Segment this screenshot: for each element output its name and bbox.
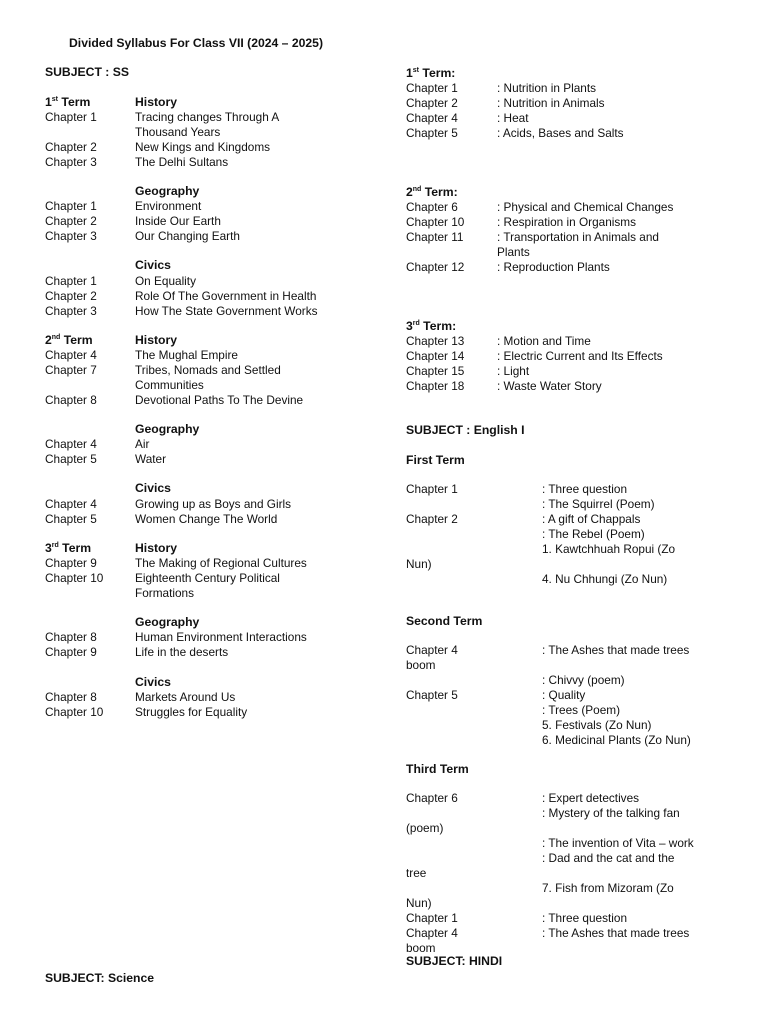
chapter-number: Nun) xyxy=(406,896,432,910)
ss-term3-label: 3rd Term xyxy=(45,541,92,555)
chapter-number: Chapter 9 xyxy=(45,645,97,659)
chapter-number: Chapter 5 xyxy=(406,688,458,702)
chapter-number: boom xyxy=(406,941,436,955)
chapter-title: : Three question xyxy=(542,482,628,496)
chapter-title: : Heat xyxy=(497,111,529,125)
chapter-title: 6. Medicinal Plants (Zo Nun) xyxy=(542,733,691,747)
chapter-title: Eighteenth Century Political xyxy=(135,571,280,585)
chapter-title: Women Change The World xyxy=(135,512,278,526)
chapter-number: Chapter 9 xyxy=(45,556,97,570)
chapter-title: Markets Around Us xyxy=(135,690,236,704)
chapter-title: Struggles for Equality xyxy=(135,705,248,719)
chapter-number: Nun) xyxy=(406,557,432,571)
ss-term2-history-heading: History xyxy=(135,333,177,347)
chapter-title: : The Ashes that made trees xyxy=(542,643,690,657)
chapter-number: Chapter 6 xyxy=(406,200,458,214)
chapter-title: : Mystery of the talking fan xyxy=(542,806,680,820)
chapter-title: Inside Our Earth xyxy=(135,214,221,228)
chapter-number: Chapter 2 xyxy=(406,512,458,526)
chapter-number: Chapter 14 xyxy=(406,349,465,363)
chapter-title: : A gift of Chappals xyxy=(542,512,641,526)
chapter-number: Chapter 6 xyxy=(406,791,458,805)
chapter-title: Thousand Years xyxy=(135,125,221,139)
ss-term3-history-heading: History xyxy=(135,541,177,555)
chapter-number: Chapter 5 xyxy=(45,452,97,466)
chapter-title: Environment xyxy=(135,199,202,213)
chapter-title: Water xyxy=(135,452,167,466)
chapter-title: Devotional Paths To The Devine xyxy=(135,393,304,407)
chapter-title: The Delhi Sultans xyxy=(135,155,229,169)
chapter-title: : Motion and Time xyxy=(497,334,591,348)
chapter-number: Chapter 10 xyxy=(45,571,104,585)
chapter-title: On Equality xyxy=(135,274,196,288)
chapter-number: Chapter 5 xyxy=(406,126,458,140)
english-second-term-heading: Second Term xyxy=(406,614,483,628)
chapter-number: (poem) xyxy=(406,821,444,835)
chapter-number: Chapter 4 xyxy=(406,643,458,657)
chapter-number: Chapter 1 xyxy=(406,482,458,496)
chapter-title: : Nutrition in Plants xyxy=(497,81,597,95)
ss-term1-label: 1st Term xyxy=(45,95,91,109)
chapter-number: Chapter 8 xyxy=(45,393,97,407)
chapter-number: Chapter 18 xyxy=(406,379,465,393)
chapter-number: Chapter 5 xyxy=(45,512,97,526)
chapter-title: 1. Kawtchhuah Ropui (Zo xyxy=(542,542,676,556)
chapter-title: : Quality xyxy=(542,688,586,702)
document-title: Divided Syllabus For Class VII (2024 – 2025) xyxy=(69,36,324,50)
ss-term1-history-heading: History xyxy=(135,95,177,109)
chapter-title: : Physical and Chemical Changes xyxy=(497,200,674,214)
chapter-title: Tribes, Nomads and Settled xyxy=(135,363,281,377)
chapter-number: Chapter 3 xyxy=(45,155,97,169)
chapter-number: Chapter 8 xyxy=(45,630,97,644)
chapter-number: Chapter 8 xyxy=(45,690,97,704)
chapter-title: : Waste Water Story xyxy=(497,379,602,393)
chapter-title: Life in the deserts xyxy=(135,645,229,659)
chapter-title: Our Changing Earth xyxy=(135,229,240,243)
chapter-title: : The invention of Vita – work xyxy=(542,836,694,850)
ss-subject-heading: SUBJECT : SS xyxy=(45,65,129,79)
chapter-title: Human Environment Interactions xyxy=(135,630,307,644)
ss-term3-civics-heading: Civics xyxy=(135,675,171,689)
chapter-title: : Chivvy (poem) xyxy=(542,673,625,687)
chapter-title: : Three question xyxy=(542,911,628,925)
chapter-title: : Trees (Poem) xyxy=(542,703,621,717)
chapter-title: : The Ashes that made trees xyxy=(542,926,690,940)
chapter-title: The Making of Regional Cultures xyxy=(135,556,307,570)
chapter-number: Chapter 10 xyxy=(406,215,465,229)
chapter-number: Chapter 13 xyxy=(406,334,465,348)
ss-term2-civics-heading: Civics xyxy=(135,481,171,495)
chapter-number: Chapter 4 xyxy=(45,437,97,451)
science-term2-label: 2nd Term: xyxy=(406,185,458,199)
chapter-title: Tracing changes Through A xyxy=(135,110,280,124)
chapter-number: Chapter 1 xyxy=(45,199,97,213)
chapter-number: Chapter 15 xyxy=(406,364,465,378)
chapter-number: Chapter 1 xyxy=(45,110,97,124)
chapter-title: 7. Fish from Mizoram (Zo xyxy=(542,881,674,895)
chapter-number: Chapter 3 xyxy=(45,304,97,318)
ss-term3-geography-heading: Geography xyxy=(135,615,200,629)
chapter-title: : The Squirrel (Poem) xyxy=(542,497,655,511)
chapter-title: New Kings and Kingdoms xyxy=(135,140,271,154)
chapter-number: Chapter 4 xyxy=(45,497,97,511)
chapter-title: : Reproduction Plants xyxy=(497,260,610,274)
english-third-term-heading: Third Term xyxy=(406,762,469,776)
chapter-title: : Acids, Bases and Salts xyxy=(497,126,624,140)
science-term1-label: 1st Term: xyxy=(406,66,456,80)
chapter-number: Chapter 7 xyxy=(45,363,97,377)
ss-term2-label: 2nd Term xyxy=(45,333,93,347)
ss-term2-geography-heading: Geography xyxy=(135,422,200,436)
ss-term1-geography-heading: Geography xyxy=(135,184,200,198)
chapter-title: 4. Nu Chhungi (Zo Nun) xyxy=(542,572,668,586)
chapter-title: The Mughal Empire xyxy=(135,348,238,362)
chapter-title: : The Rebel (Poem) xyxy=(542,527,645,541)
chapter-number: Chapter 1 xyxy=(45,274,97,288)
chapter-title: : Expert detectives xyxy=(542,791,640,805)
chapter-title: 5. Festivals (Zo Nun) xyxy=(542,718,652,732)
chapter-title: : Nutrition in Animals xyxy=(497,96,605,110)
chapter-number: Chapter 4 xyxy=(406,926,458,940)
chapter-number: Chapter 1 xyxy=(406,81,458,95)
chapter-title: Air xyxy=(135,437,150,451)
science-term3-label: 3rd Term: xyxy=(406,319,457,333)
chapter-title: Plants xyxy=(497,245,530,259)
chapter-number: Chapter 2 xyxy=(45,289,97,303)
chapter-number: boom xyxy=(406,658,436,672)
chapter-title: Role Of The Government in Health xyxy=(135,289,317,303)
chapter-title: : Transportation in Animals and xyxy=(497,230,659,244)
hindi-subject-heading: SUBJECT: HINDI xyxy=(406,954,503,968)
chapter-number: Chapter 3 xyxy=(45,229,97,243)
chapter-title: : Respiration in Organisms xyxy=(497,215,636,229)
chapter-number: Chapter 4 xyxy=(45,348,97,362)
chapter-number: Chapter 10 xyxy=(45,705,104,719)
chapter-title: : Light xyxy=(497,364,530,378)
english-subject-heading: SUBJECT : English I xyxy=(406,423,525,437)
chapter-title: Formations xyxy=(135,586,195,600)
chapter-number: Chapter 12 xyxy=(406,260,465,274)
chapter-title: : Dad and the cat and the xyxy=(542,851,675,865)
chapter-number: Chapter 2 xyxy=(406,96,458,110)
chapter-title: How The State Government Works xyxy=(135,304,318,318)
chapter-title: Growing up as Boys and Girls xyxy=(135,497,292,511)
english-first-term-heading: First Term xyxy=(406,453,465,467)
chapter-number: Chapter 4 xyxy=(406,111,458,125)
chapter-title: Communities xyxy=(135,378,204,392)
ss-term1-civics-heading: Civics xyxy=(135,258,171,272)
science-subject-heading: SUBJECT: Science xyxy=(45,971,155,985)
chapter-number: Chapter 2 xyxy=(45,214,97,228)
chapter-number: tree xyxy=(406,866,427,880)
chapter-number: Chapter 11 xyxy=(406,230,464,244)
chapter-number: Chapter 2 xyxy=(45,140,97,154)
chapter-number: Chapter 1 xyxy=(406,911,458,925)
chapter-title: : Electric Current and Its Effects xyxy=(497,349,663,363)
